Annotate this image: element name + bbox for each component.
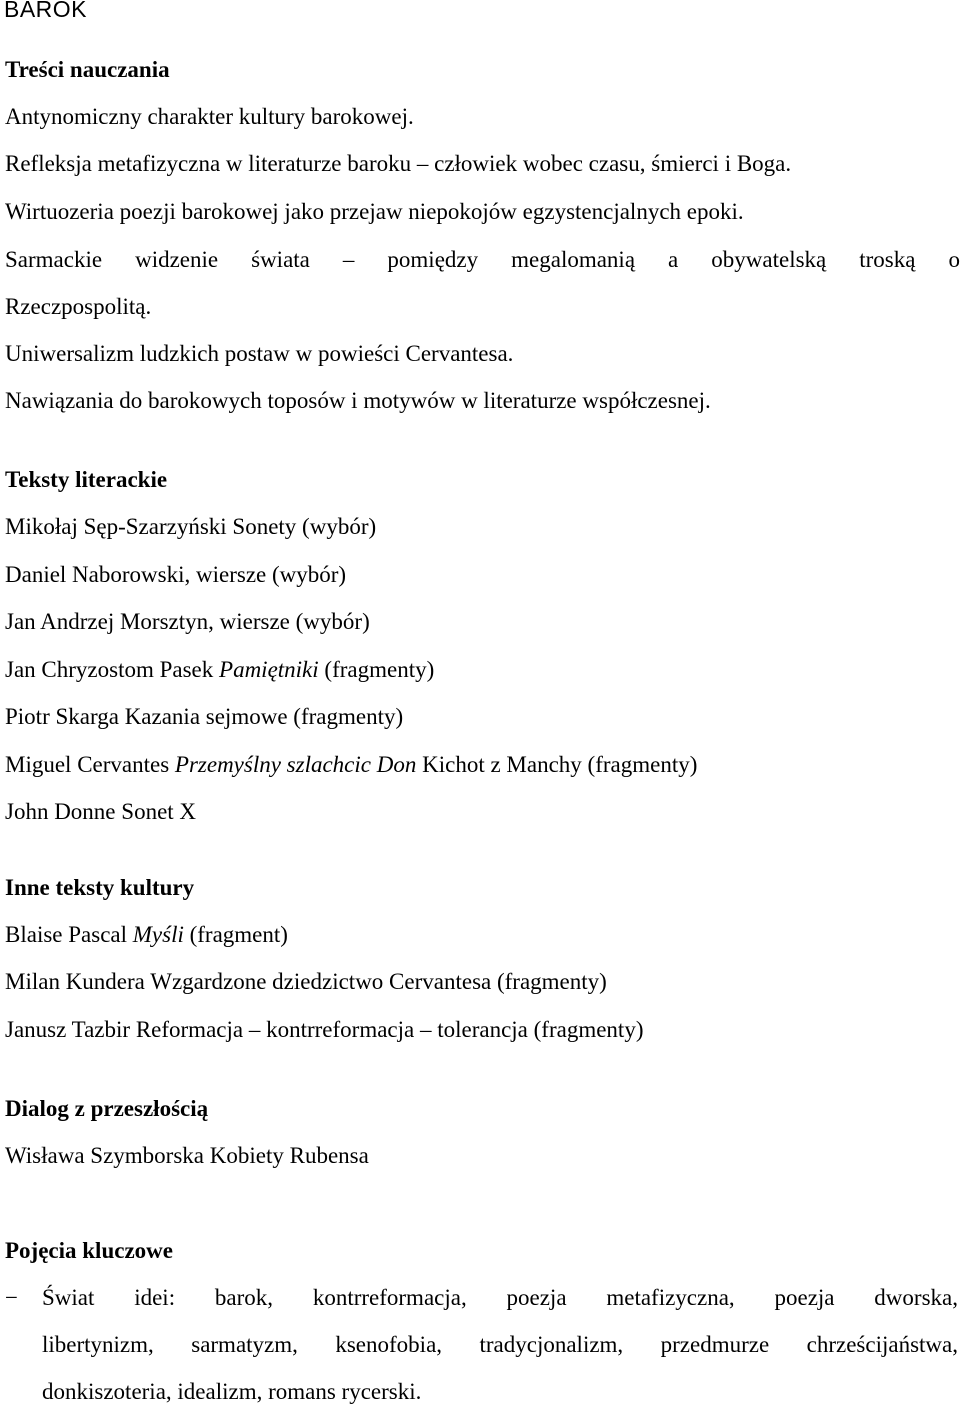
item-note: (fragmenty) — [293, 704, 404, 729]
section-heading-tresci: Treści nauczania — [5, 57, 170, 82]
item-work: Sonety — [232, 514, 297, 539]
item-author: Janusz Tazbir — [5, 1017, 131, 1042]
dialog-item — [5, 1141, 369, 1171]
item-work-italic: Przemyślny szlachcic Don — [174, 752, 417, 777]
item-work: Wzgardzone dziedzictwo Cervantesa — [150, 969, 492, 994]
tresci-line-6: Uniwersalizm ludzkich postaw w powieści Cervantesa. — [5, 341, 514, 366]
tresci-line-4: Sarmackie widzenie świata – pomiędzy megalomanią a obywatelską troską o — [5, 247, 960, 272]
item-note: (wybór) — [295, 609, 370, 634]
item-note: (wybór) — [302, 514, 377, 539]
teksty-item — [5, 797, 196, 827]
item-work: Kazania sejmowe — [124, 704, 288, 729]
teksty-item — [5, 702, 403, 732]
pojecia-line-1: Świat idei: barok, kontrreformacja, poezja metafizyczna, poezja dworska, — [42, 1285, 958, 1310]
item-work: Kobiety Rubensa — [209, 1143, 369, 1168]
section-heading-teksty: Teksty literackie — [5, 467, 168, 492]
item-note: (wybór) — [272, 562, 347, 587]
teksty-item — [5, 655, 434, 685]
item-note: (fragmenty) — [324, 657, 435, 682]
dash-bullet: − — [5, 1285, 18, 1310]
inne-item — [5, 920, 288, 950]
section-heading-inne: Inne teksty kultury — [5, 875, 195, 900]
item-author: Piotr Skarga — [5, 704, 119, 729]
tresci-line-1: Antynomiczny charakter kultury barokowej. — [5, 104, 414, 129]
section-heading-dialog: Dialog z przeszłością — [5, 1096, 209, 1121]
item-work: wiersze — [196, 562, 267, 587]
item-note: (fragmenty) — [587, 752, 698, 777]
item-author: Daniel Naborowski, — [5, 562, 191, 587]
teksty-item — [5, 750, 697, 780]
item-author: Jan Andrzej Morsztyn, — [5, 609, 214, 634]
item-author: John Donne — [5, 799, 116, 824]
teksty-item — [5, 560, 346, 590]
item-note: (fragmenty) — [533, 1017, 644, 1042]
tresci-line-7: Nawiązania do barokowych toposów i motywów w literaturze współczesnej. — [5, 388, 711, 413]
tresci-line-5: Rzeczpospolitą. — [5, 294, 152, 319]
page-title: BAROK — [4, 0, 88, 22]
item-author: Miguel Cervantes — [5, 752, 170, 777]
item-author: Jan Chryzostom Pasek — [5, 657, 214, 682]
item-work: Reformacja – kontrreformacja – tolerancja — [135, 1017, 528, 1042]
item-work: Kichot z Manchy — [422, 752, 582, 777]
teksty-item — [5, 512, 376, 542]
item-work: wiersze — [219, 609, 290, 634]
item-note: (fragmenty) — [496, 969, 607, 994]
item-note: (fragment) — [189, 922, 288, 947]
tresci-line-2: Refleksja metafizyczna w literaturze baroku – człowiek wobec czasu, śmierci i Boga. — [5, 151, 792, 176]
item-author: Mikołaj Sęp-Szarzyński — [5, 514, 227, 539]
section-heading-pojecia: Pojęcia kluczowe — [5, 1238, 173, 1263]
teksty-item — [5, 607, 370, 637]
item-work: Myśli — [132, 922, 184, 947]
item-work: Pamiętniki — [219, 657, 319, 682]
item-author: Wisława Szymborska — [5, 1143, 205, 1168]
item-author: Milan Kundera — [5, 969, 145, 994]
pojecia-line-2: libertynizm, sarmatyzm, ksenofobia, tradycjonalizm, przedmurze chrześcijaństwa, — [42, 1332, 958, 1357]
pojecia-line-3: donkiszoteria, idealizm, romans rycerski. — [42, 1379, 422, 1404]
item-work: Sonet X — [121, 799, 197, 824]
inne-item — [5, 1015, 643, 1045]
tresci-line-3: Wirtuozeria poezji barokowej jako przejaw niepokojów egzystencjalnych epoki. — [5, 199, 744, 224]
item-author: Blaise Pascal — [5, 922, 127, 947]
inne-item — [5, 967, 607, 997]
